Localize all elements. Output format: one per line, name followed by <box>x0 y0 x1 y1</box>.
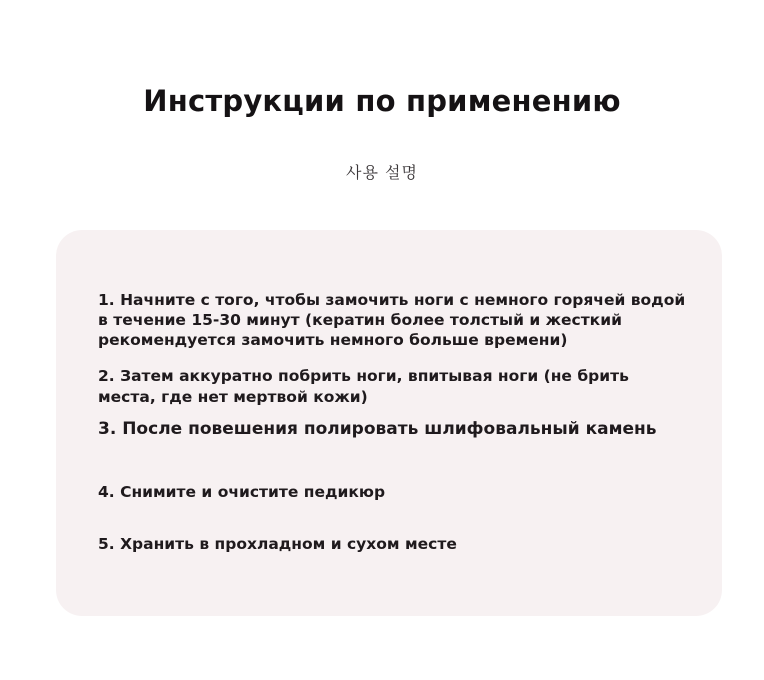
page-subtitle: 사용 설명 <box>346 163 418 182</box>
instruction-step-2: 2. Затем аккуратно побрить ноги, впитывая ноги (не брить места, где нет мертвой кожи) <box>98 367 629 406</box>
instruction-step-4: 4. Снимите и очистите педикюр <box>98 483 386 501</box>
page-title: Инструкции по применению <box>143 84 621 118</box>
instructions-card <box>56 230 722 616</box>
instruction-step-1: 1. Начните с того, чтобы замочить ноги с немного горячей водой в течение 15-30 минут (кератин более толстый и жесткий рекомендуется замочить немного больше времени) <box>98 291 686 349</box>
instruction-step-5: 5. Хранить в прохладном и сухом месте <box>98 535 457 553</box>
instruction-step-3: 3. После повешения полировать шлифовальный камень <box>98 419 657 439</box>
